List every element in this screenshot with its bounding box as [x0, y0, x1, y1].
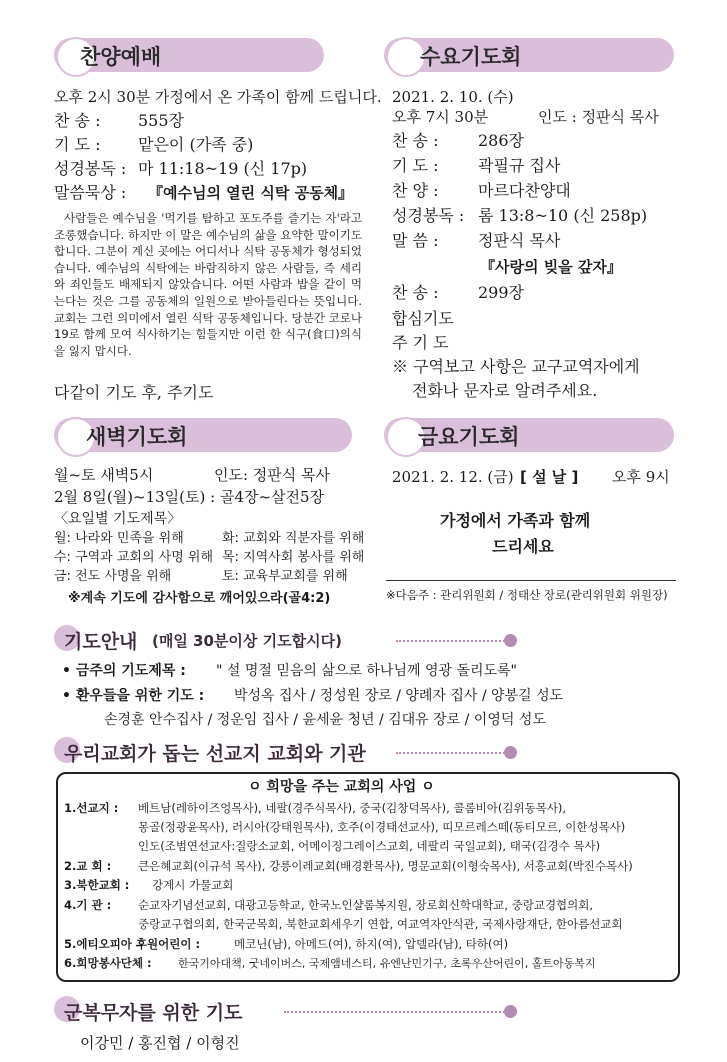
prayer-value: 맡은이 (가족 중) [138, 135, 254, 154]
hymn-value: 555장 [138, 111, 184, 130]
dotted-rule [396, 640, 508, 642]
prayer-label: 기 도 : [392, 156, 439, 175]
box-title: ㅇ 희망을 주는 교회의 사업 ㅇ [248, 779, 435, 795]
topic-fri: 금: 전도 사명을 위해 [54, 569, 172, 584]
time-text: 오후 7시 30분 [392, 108, 489, 126]
leader-text: 인도: 정판식 목사 [214, 466, 331, 484]
word-label: 말 씀 : [392, 231, 439, 250]
section-title: 찬양예배 [80, 45, 162, 69]
mission-label: 2.교 회 : [64, 859, 112, 873]
dotted-rule [284, 1011, 508, 1013]
schedule-text: 월~토 새벽5시 [54, 466, 154, 484]
word-value: 정판식 목사 [478, 231, 561, 250]
rule-end-dot [504, 746, 517, 759]
mission-text: 순교자기념선교회, 대광고등학교, 한국노인샬롬복지원, 장로회신학대학교, 중랑교경협의회, [138, 898, 594, 912]
date-text: 2021. 2. 12. (금) [392, 468, 514, 486]
patients-list-2: 손경훈 안수집사 / 정운임 집사 / 윤세윤 청년 / 김대유 장로 / 이영덕 성도 [104, 712, 546, 728]
military-names: 이강민 / 홍진협 / 이형진 [80, 1034, 240, 1052]
hymn-label: 찬 송 : [392, 131, 439, 150]
weekly-topic-label: • 금주의 기도제목 : [62, 663, 186, 679]
sermon-body: 사람들은 예수님을 '먹기를 탐하고 포도주를 즐기는 자'라고 조롱했습니다. 하지만 이 말은 예수님의 삶을 요약한 말이기도 합니다. 그분이 계신 곳에는 어디서나 식탁 공동체가 형성되었습니다. 예수님의 식탁에는 바람직하지 않은 사람들, 즉 세리와 죄인들도 배제되지 않았습니다. 어떤 사람과 밥을 같이 먹는다는 것은 그를 공동체의 일원으로 받아들린다는 뜻입니다. 교회는 그런 의미에서 열린 식탁 공동체입니다. 당분간 코로나19로 함께 모여 식사하기는 힘들지만 이런 한 식구(食口)의식을 잃지 맙시다. [54, 211, 362, 358]
section-title: 기도안내 [64, 631, 138, 653]
section-title: 우리교회가 돕는 선교지 교회와 기관 [64, 743, 366, 765]
hymn-label: 찬 송 : [54, 111, 101, 130]
mission-text: 베트남(레하이즈엉목사), 네팔(경주식목사), 중국(김창덕목사), 콜롬비아(김위동목사), [138, 801, 567, 815]
time-text: 오후 9시 [612, 468, 670, 486]
section-title: 군복무자를 위한 기도 [64, 1002, 243, 1024]
topic-mon: 월: 나라와 민족을 위해 [54, 531, 184, 546]
scripture-value: 마 11:18~19 (신 17p) [138, 159, 308, 178]
holiday-label: [ 설 날 ] [520, 468, 579, 486]
mission-label: 3.북한교회 : [64, 878, 130, 892]
rule-end-dot [504, 1005, 517, 1018]
patients-list-1: 박성옥 집사 / 정성원 장로 / 양례자 집사 / 양봉길 성도 [234, 688, 564, 704]
report-note-cont: 전화나 문자로 알려주세요. [412, 381, 598, 400]
scripture-label: 성경봉독 : [392, 206, 465, 225]
praise-value: 마르다찬양대 [478, 181, 571, 200]
closing-text: 다같이 기도 후, 주기도 [54, 383, 214, 402]
sermon-label: 말씀묵상 : [54, 183, 127, 202]
mission-text: 강계시 가물교회 [152, 878, 234, 892]
mission-text: 중랑교구협의회, 한국군목회, 북한교회세우기 연합, 여교역자안식관, 국제사랑재단, 한아름선교회 [138, 917, 623, 931]
mission-text: 인도(조범연선교사:질랑소교회, 어메이징그레이스교회, 네팔리 국일교회), 태국(김경수 목사) [138, 839, 601, 853]
mission-label: 5.에티오피아 후원어린이 : [64, 937, 201, 951]
mission-label: 6.희망봉사단체 : [64, 956, 152, 970]
scripture-label: 성경봉독 : [54, 159, 127, 178]
section-title: 새벽기도회 [86, 425, 188, 449]
message-line-1: 가정에서 가족과 함께 [440, 511, 591, 530]
hymn-value: 286장 [478, 131, 524, 150]
section-title: 금요기도회 [418, 425, 520, 449]
report-note: ※ 구역보고 사항은 교구교역자에게 [392, 357, 640, 376]
message-line-2: 드리세요 [492, 537, 554, 556]
prayer-value: 곽필규 집사 [478, 156, 561, 175]
dawn-footer: ※계속 기도에 감사함으로 깨어있으라(골4:2) [68, 591, 331, 606]
hymn2-value: 299장 [478, 283, 524, 302]
mission-label: 1.선교지 : [64, 801, 119, 815]
leader-text: 인도 : 정판식 목사 [538, 108, 659, 126]
intro-text: 오후 2시 30분 가정에서 온 가족이 함께 드립니다. [54, 88, 382, 106]
mission-text: 메코닌(남), 아메드(여), 하지(여), 압델라(남), 타하(여) [234, 937, 509, 951]
sermon-title: 『예수님의 열린 식탁 공동체』 [148, 184, 354, 202]
rule-end-dot [504, 634, 517, 647]
topic-sat: 토: 교육부교회를 위해 [222, 569, 348, 584]
sermon-title: 『사랑의 빚을 갚자』 [480, 258, 622, 276]
section-title: 수요기도회 [420, 45, 522, 69]
date-text: 2021. 2. 10. (수) [392, 88, 514, 106]
lords-prayer: 주 기 도 [392, 333, 449, 352]
topics-header: 〈요일별 기도제목〉 [54, 511, 182, 527]
divider [386, 580, 676, 581]
prayer-label: 기 도 : [54, 135, 101, 154]
dates-text: 2월 8일(월)~13일(토) : 골4장~살전5장 [54, 488, 325, 506]
dotted-rule [396, 752, 508, 754]
mission-text: 한국기아대책, 굿네이버스, 국제앰네스티, 유엔난민기구, 초록우산어린이, 홀트아동복지 [178, 957, 596, 970]
mission-label: 4.기 관 : [64, 898, 112, 912]
topic-thu: 목: 지역사회 봉사를 위해 [222, 550, 365, 565]
topic-wed: 수: 구역과 교회의 사명 위해 [54, 550, 214, 565]
patients-label: • 환우들을 위한 기도 : [62, 688, 205, 704]
mission-text: 몽골(정광윤목사), 러시아(강태원목사), 호주(이경태선교사), 띠모르레스떼(동티모르, 이한성목사) [138, 820, 626, 834]
praise-label: 찬 양 : [392, 181, 439, 200]
mission-text: 큰은혜교회(이규석 목사), 강릉이레교회(배경환목사), 명문교회(이형숙목사), 서흥교회(박진수목사) [138, 859, 633, 873]
weekly-topic-text: " 설 명절 믿음의 삶으로 하나님께 영광 돌리도록" [216, 663, 517, 679]
section-subtitle: (매일 30분이상 기도합시다) [152, 632, 342, 650]
unison-prayer: 합심기도 [392, 309, 454, 328]
footnote-text: ※다음주 : 관리위원회 / 정태산 장로(관리위원회 위원장) [386, 588, 668, 602]
topic-tue: 화: 교회와 직분자를 위해 [222, 531, 365, 546]
hymn2-label: 찬 송 : [392, 283, 439, 302]
scripture-value: 롬 13:8~10 (신 258p) [478, 206, 648, 225]
